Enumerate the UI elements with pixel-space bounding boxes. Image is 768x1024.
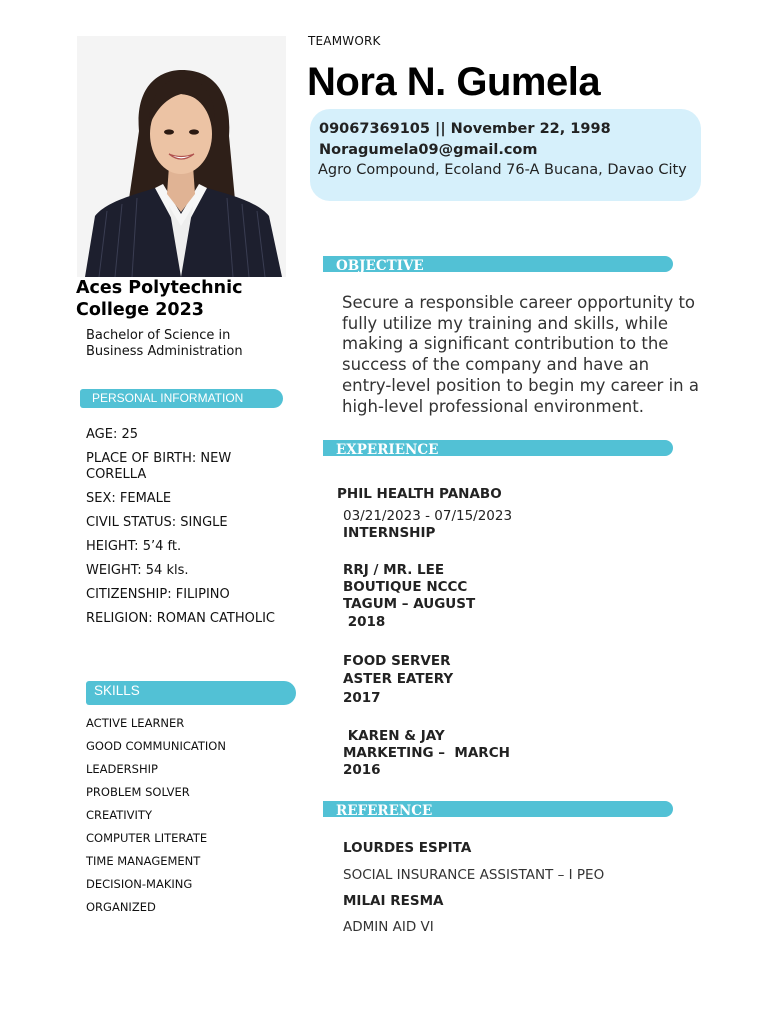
profile-photo <box>77 36 286 277</box>
reference-role: SOCIAL INSURANCE ASSISTANT – I PEO <box>343 867 605 883</box>
list-item: WEIGHT: 54 kls. <box>86 562 189 578</box>
list-item: SEX: FEMALE <box>86 490 172 506</box>
objective-text: Secure a responsible career opportunity to fully utilize my training and skills, while making a significant contribution to the success of the company and have an entry-level position to begin my career in a high-level professional environment. <box>342 293 699 416</box>
list-item: HEIGHT: 5’4 ft. <box>86 538 182 554</box>
contact-phone-birthdate: 09067369105 || November 22, 1998 <box>319 121 611 137</box>
list-item: PLACE OF BIRTH: NEW CORELLA <box>86 451 232 482</box>
reference-name: MILAI RESMA <box>343 893 444 909</box>
list-item: RELIGION: ROMAN CATHOLIC <box>86 610 275 626</box>
reference-name: LOURDES ESPITA <box>343 840 472 856</box>
experience-line: BOUTIQUE NCCC <box>343 579 468 595</box>
list-item: CITIZENSHIP: FILIPINO <box>86 586 230 602</box>
list-item: CIVIL STATUS: SINGLE <box>86 514 228 530</box>
list-item: LEADERSHIP <box>86 762 158 776</box>
experience-line: 2017 <box>343 690 381 706</box>
college-name: Aces Polytechnic College 2023 <box>76 278 243 320</box>
list-item: AGE: 25 <box>86 427 139 442</box>
experience-line: TAGUM – AUGUST <box>343 596 476 612</box>
list-item: CREATIVITY <box>86 808 152 822</box>
personal-info-heading: PERSONAL INFORMATION <box>80 389 283 408</box>
list-item: ORGANIZED <box>86 900 156 914</box>
contact-address: Agro Compound, Ecoland 76-A Bucana, Davao City <box>318 162 687 178</box>
experience-line: 2018 <box>343 614 386 630</box>
skills-list <box>86 716 286 923</box>
reference-role: ADMIN AID VI <box>343 919 434 935</box>
reference-heading: REFERENCE <box>323 801 673 817</box>
experience-line: RRJ / MR. LEE <box>343 562 445 578</box>
experience-line: FOOD SERVER <box>343 653 451 669</box>
list-item: DECISION-MAKING <box>86 877 193 891</box>
list-item: PROBLEM SOLVER <box>86 785 190 799</box>
experience-company: PHIL HEALTH PANABO <box>337 486 502 502</box>
list-item: ACTIVE LEARNER <box>86 716 185 730</box>
list-item: TIME MANAGEMENT <box>86 854 201 868</box>
experience-line: KAREN & JAY <box>343 728 445 744</box>
objective-heading: OBJECTIVE <box>323 256 673 272</box>
experience-line: ASTER EATERY <box>343 671 454 687</box>
experience-heading: EXPERIENCE <box>323 440 673 456</box>
list-item: COMPUTER LITERATE <box>86 831 208 845</box>
contact-box <box>310 109 701 201</box>
list-item: GOOD COMMUNICATION <box>86 739 226 753</box>
experience-line: MARKETING – MARCH <box>343 745 510 761</box>
experience-line: 2016 <box>343 762 381 778</box>
header-label: TEAMWORK <box>308 34 381 48</box>
degree: Bachelor of Science in Business Administration <box>86 328 243 359</box>
candidate-name: Nora N. Gumela <box>307 60 601 104</box>
experience-date: 03/21/2023 - 07/15/2023 <box>343 508 513 524</box>
personal-info-list <box>86 427 286 635</box>
experience-role: INTERNSHIP <box>343 525 436 541</box>
contact-email[interactable]: Noragumela09@gmail.com <box>319 142 538 158</box>
skills-heading: SKILLS <box>86 681 296 705</box>
